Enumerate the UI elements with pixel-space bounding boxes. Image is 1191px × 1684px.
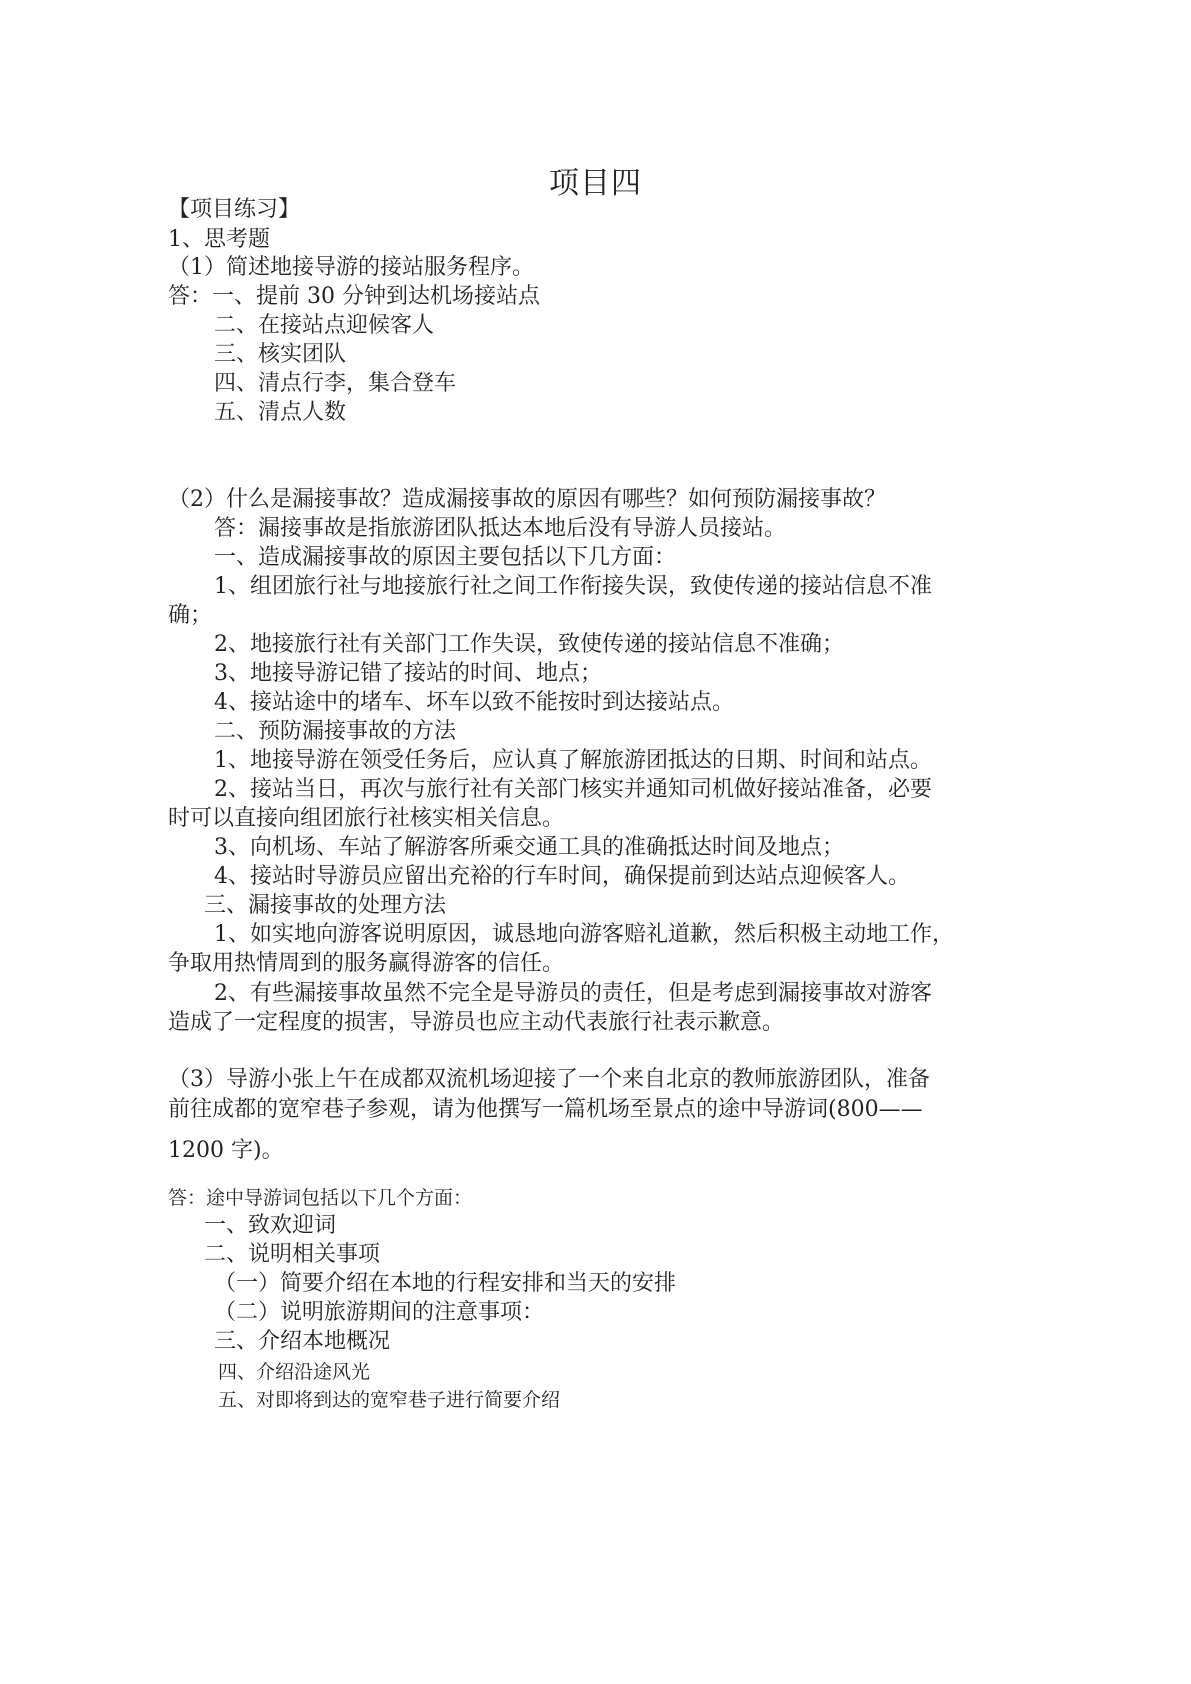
q2-line: 一、造成漏接事故的原因主要包括以下几方面： [214, 545, 677, 570]
q3-answer-line: 五、对即将到达的宽窄巷子进行简要介绍 [218, 1389, 561, 1411]
q3-answer-line: 二、说明相关事项 [204, 1242, 381, 1267]
q2-line: 2、地接旅行社有关部门工作失误，致使传递的接站信息不准确； [214, 632, 844, 657]
section-header: 【项目练习】 [168, 197, 301, 222]
q2-line: 造成了一定程度的损害，导游员也应主动代表旅行社表示歉意。 [168, 1010, 785, 1035]
q1-question: （1）简述地接导游的接站服务程序。 [168, 255, 534, 280]
q2-line: 4、接站时导游员应留出充裕的行车时间，确保提前到达站点迎候客人。 [214, 864, 910, 889]
q2-line: 1、组团旅行社与地接旅行社之间工作衔接失误，致使传递的接站信息不准 [214, 574, 932, 599]
q3-answer-line: 答：途中导游词包括以下几个方面： [168, 1187, 473, 1209]
q1-answer-line: 二、在接站点迎候客人 [214, 313, 435, 338]
q3-question-line: 1200 字)。 [168, 1138, 284, 1163]
q3-answer-line: 三、介绍本地概况 [214, 1329, 391, 1354]
q3-answer-line: （一）简要介绍在本地的行程安排和当天的安排 [214, 1271, 677, 1296]
q2-line: 争取用热情周到的服务赢得游客的信任。 [168, 951, 565, 976]
q2-line: 4、接站途中的堵车、坏车以致不能按时到达接站点。 [214, 690, 734, 715]
q3-answer-line: 四、介绍沿途风光 [218, 1361, 371, 1383]
question-group-heading: 1、思考题 [168, 227, 270, 252]
q1-answer-line: 答：一、提前 30 分钟到达机场接站点 [168, 284, 540, 309]
q2-line: 3、地接导游记错了接站的时间、地点； [214, 661, 602, 686]
q2-line: 3、向机场、车站了解游客所乘交通工具的准确抵达时间及地点； [214, 835, 844, 860]
q3-answer-line: （二）说明旅游期间的注意事项： [214, 1300, 545, 1325]
q2-line: 1、如实地向游客说明原因，诚恳地向游客赔礼道歉，然后积极主动地工作， [214, 922, 954, 947]
q2-question: （2）什么是漏接事故？造成漏接事故的原因有哪些？如何预防漏接事故？ [168, 487, 886, 512]
q2-line: 1、地接导游在领受任务后，应认真了解旅游团抵达的日期、时间和站点。 [214, 748, 932, 773]
q2-line: 2、接站当日，再次与旅行社有关部门核实并通知司机做好接站准备，必要 [214, 777, 932, 802]
page-title: 项目四 [549, 166, 642, 201]
q2-line: 三、漏接事故的处理方法 [204, 893, 447, 918]
q2-line: 时可以直接向组团旅行社核实相关信息。 [168, 806, 565, 831]
q2-line: 二、预防漏接事故的方法 [214, 719, 457, 744]
q2-line: 答：漏接事故是指旅游团队抵达本地后没有导游人员接站。 [214, 516, 787, 541]
q2-line: 2、有些漏接事故虽然不完全是导游员的责任，但是考虑到漏接事故对游客 [214, 981, 932, 1006]
q1-answer-line: 五、清点人数 [214, 400, 347, 425]
q1-answer-line: 四、清点行李，集合登车 [214, 371, 457, 396]
q3-question-line: 前往成都的宽窄巷子参观，请为他撰写一篇机场至景点的途中导游词(800—— [168, 1097, 923, 1122]
q3-question-line: （3）导游小张上午在成都双流机场迎接了一个来自北京的教师旅游团队，准备 [168, 1067, 930, 1092]
q2-line: 确； [168, 603, 213, 628]
q1-answer-line: 三、核实团队 [214, 342, 347, 367]
q3-answer-line: 一、致欢迎词 [204, 1213, 337, 1238]
